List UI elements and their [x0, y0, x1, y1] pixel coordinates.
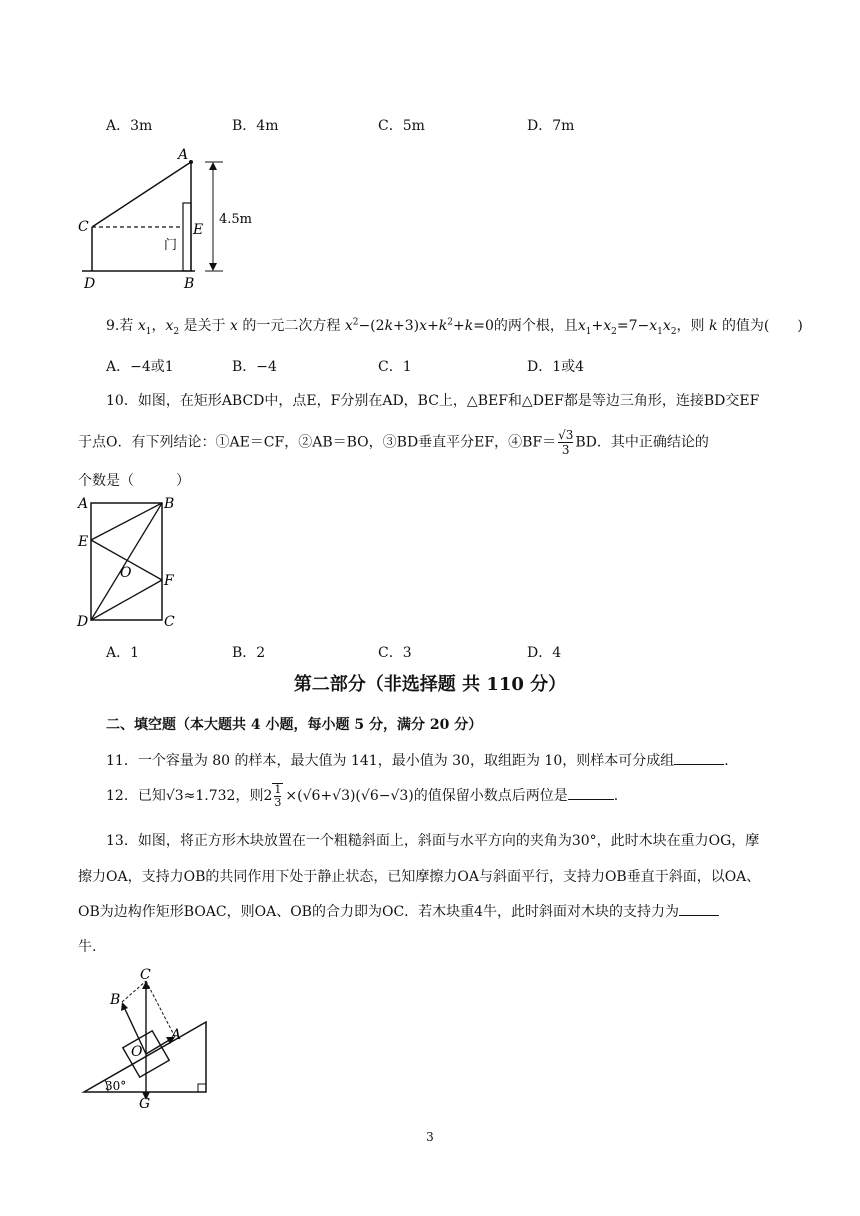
page-number: 3 [426, 1130, 434, 1144]
q10-label-e: E [78, 534, 89, 550]
q9-text-f: 的值为( ) [721, 318, 803, 334]
q13-label-a: A [171, 1027, 182, 1043]
q10-label-d: D [77, 614, 89, 630]
q10-fraction: $\frac{√3}{3}$ [558, 428, 574, 457]
q13-line-4: 牛. [78, 939, 97, 955]
q12-answer-blank[interactable] [568, 785, 614, 800]
q13-line-1: 13．如图，将正方形木块放置在一个粗糙斜面上，斜面与水平方向的夹角为30°，此时木块在重力OG，摩 [106, 833, 760, 849]
q10-line-2-text: 于点O．有下列结论：①AE＝CF，②AB＝BO，③BD垂直平分EF，④BF＝ [78, 434, 557, 451]
q10-label-f: F [164, 573, 174, 589]
q11-stem [106, 750, 729, 770]
q8-label-b: B [184, 276, 195, 292]
q8-label-d: D [84, 276, 96, 292]
q8-height-label: 4.5m [219, 212, 253, 227]
q9-option-c: C．1 [378, 359, 412, 375]
q13-line-3 [78, 901, 719, 921]
q8-option-d: D．7m [527, 118, 575, 134]
q11-text: 11．一个容量为 80 的样本，最大值为 141，最小值为 30，取组距为 10，则样本可分成组 [106, 753, 675, 769]
q12-text-a: 12．已知 [106, 788, 166, 804]
q12-stem: 12．已知√3≈1.732，则2 $\frac{1}{3}$ ×(√6+√3)(√6−√3)的值保留小数点后两位是 . [106, 783, 619, 809]
q8-option-b: B．4m [232, 118, 279, 134]
q10-line-3: 个数是（ ） [78, 473, 190, 489]
q10-rectangle-figure [74, 492, 189, 632]
q8-label-e: E [193, 222, 204, 238]
q9-text-b: 是关于 [183, 318, 226, 334]
q9-option-d: D．1或4 [527, 359, 585, 375]
q8-ladder-figure [75, 145, 253, 292]
q9-stem: 9.若 $x_1$，$x_2$ 是关于 x 的一元二次方程 $x^2-(2k+3)x+k^2+k=0$的两个根，且$x_1+x_2=7-x_1x_2$，则 k 的值为( ) [106, 317, 803, 337]
q10-option-b: B．2 [232, 645, 266, 661]
q13-label-g: G [139, 1096, 151, 1112]
q12-text-b: 的值保留小数点后两位是 [413, 788, 568, 804]
q13-label-o: O [131, 1044, 143, 1060]
q10-option-d: D．4 [527, 645, 562, 661]
q10-option-a: A．1 [106, 645, 140, 661]
q12-end: . [613, 788, 619, 804]
q10-option-c: C．3 [378, 645, 412, 661]
q13-label-c: C [140, 967, 151, 983]
q10-label-o: O [120, 565, 132, 581]
q9-number: 9. [106, 318, 120, 334]
q8-option-c: C．5m [378, 118, 425, 134]
q13-incline-figure [80, 966, 215, 1112]
q13-line-2: 擦力OA，支持力OB的共同作用下处于静止状态，已知摩擦力OA与斜面平行，支持力OB垂直于斜面，以OA、 [78, 869, 761, 885]
q9-text-a: 若 [119, 318, 134, 334]
q13-answer-blank[interactable] [679, 901, 719, 916]
q11-answer-blank[interactable] [674, 750, 724, 765]
q10-line-2 [78, 428, 709, 457]
q8-door-label: 门 [164, 238, 178, 253]
q9-text-d: 的两个根，且 [493, 318, 578, 334]
q11-end: . [724, 753, 729, 769]
q10-label-c: C [164, 614, 175, 630]
q10-label-a: A [78, 496, 89, 512]
section-two-heading: 二、填空题（本大题共 4 小题，每小题 5 分，满分 20 分） [106, 717, 483, 733]
q13-label-b: B [110, 992, 121, 1008]
q12-approx: ≈1.732，则 [183, 788, 264, 804]
q10-line-2b-text: BD．其中正确结论的 [575, 434, 709, 451]
q8-label-c: C [78, 219, 89, 235]
q9-text-e: ，则 [676, 318, 705, 334]
q10-line-1: 10．如图，在矩形ABCD中，点E，F分别在AD，BC上，△BEF和△DEF都是等边三角形，连接BD交EF [106, 393, 760, 409]
q10-label-b: B [164, 496, 175, 512]
q13-line-3-text: OB为边构作矩形BOAC，则OA、OB的合力即为OC．若木块重4牛，此时斜面对木块的支持力为 [78, 904, 680, 920]
q9-option-b: B．−4 [232, 359, 277, 375]
part-two-title: 第二部分（非选择题 共 110 分） [293, 674, 567, 695]
q8-label-a: A [178, 147, 189, 163]
q13-angle-label: 30° [105, 1079, 127, 1093]
q8-option-a: A．3m [106, 118, 153, 134]
q9-option-a: A．−4或1 [106, 359, 174, 375]
q9-text-c: 的一元二次方程 [242, 318, 341, 334]
